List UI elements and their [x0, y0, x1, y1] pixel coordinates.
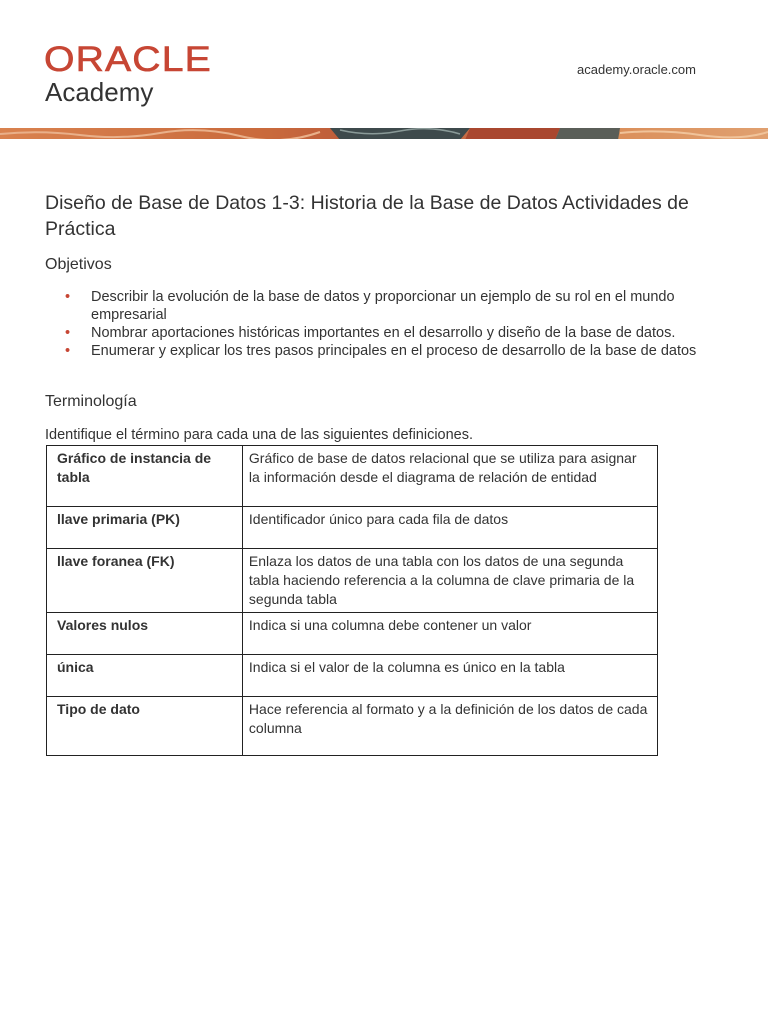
definition-cell: Identificador único para cada fila de datos: [242, 507, 657, 549]
table-row: [47, 446, 658, 507]
terminology-table: [46, 445, 658, 756]
document-title: Diseño de Base de Datos 1-3: Historia de la Base de Datos Actividades de Práctica: [45, 192, 689, 240]
term-cell: única: [47, 655, 243, 697]
table-row: [47, 507, 658, 549]
terminology-intro: Identifique el término para cada una de las siguientes definiciones.: [45, 427, 474, 443]
term-cell: Tipo de dato: [47, 697, 243, 756]
logo-brand-text: ORACLE: [44, 40, 212, 79]
definition-cell: Enlaza los datos de una tabla con los datos de una segunda tabla haciendo referencia a la columna de clave primaria de la segunda tabla: [242, 549, 657, 613]
table-row: [47, 613, 658, 655]
term-cell: llave foranea (FK): [47, 549, 243, 613]
objective-item: • Nombrar aportaciones históricas importantes en el desarrollo y diseño de la base de datos.: [65, 324, 735, 342]
term-cell: llave primaria (PK): [47, 507, 243, 549]
table-row: [47, 655, 658, 697]
table-row: [47, 549, 658, 613]
objectives-heading: Objetivos: [45, 256, 112, 273]
objective-item: • Enumerar y explicar los tres pasos principales en el proceso de desarrollo de la base de datos: [65, 342, 735, 360]
definition-cell: Indica si el valor de la columna es único en la tabla: [242, 655, 657, 697]
objectives-list: [65, 288, 735, 360]
definition-cell: Hace referencia al formato y a la definición de los datos de cada columna: [242, 697, 657, 756]
table-row: [47, 697, 658, 756]
definition-cell: Indica si una columna debe contener un valor: [242, 613, 657, 655]
definition-cell: Gráfico de base de datos relacional que se utiliza para asignar la información desde el diagrama de relación de entidad: [242, 446, 657, 507]
term-cell: Gráfico de instancia de tabla: [47, 446, 243, 507]
terminology-heading: Terminología: [45, 393, 137, 410]
decorative-banner: [0, 127, 768, 139]
logo-academy-text: Academy: [45, 77, 154, 107]
objective-item: • Describir la evolución de la base de datos y proporcionar un ejemplo de su rol en el mundo empresarial: [65, 288, 735, 324]
term-cell: Valores nulos: [47, 613, 243, 655]
site-url: academy.oracle.com: [577, 62, 696, 77]
